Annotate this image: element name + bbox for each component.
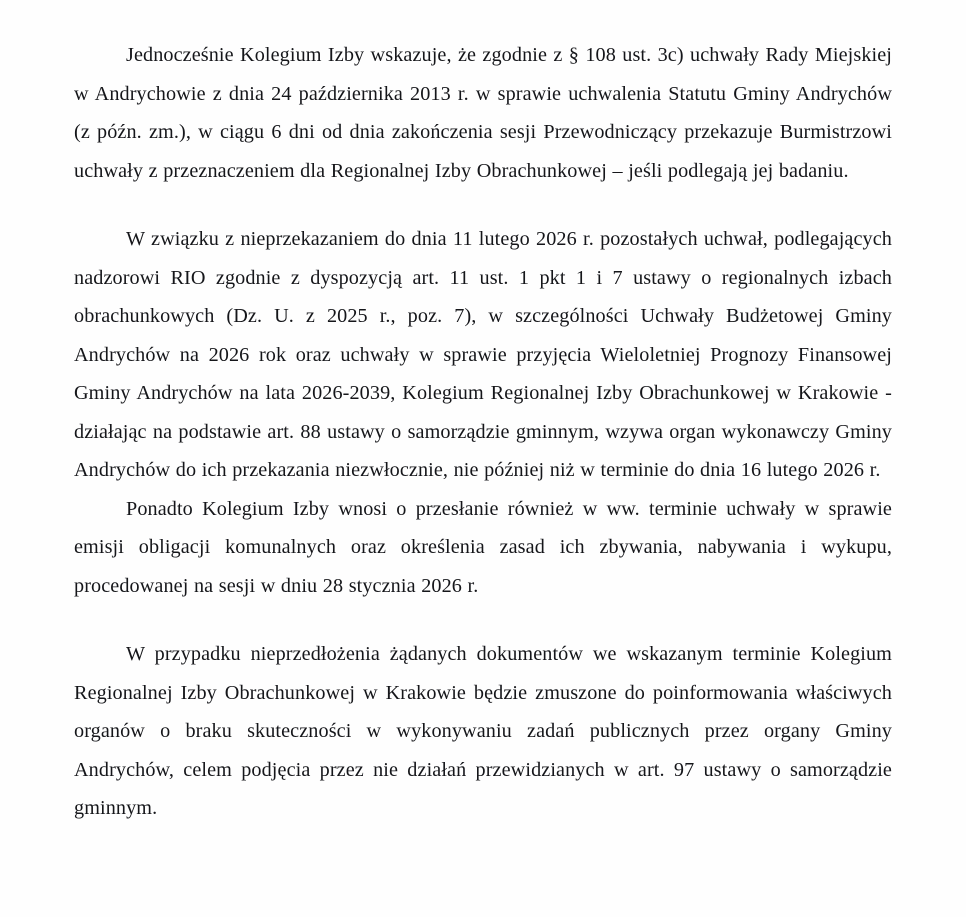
document-body (74, 36, 892, 828)
paragraph-4: W przypadku nieprzedłożenia żądanych dokumentów we wskazanym terminie Kolegium Regionalnej Izby Obrachunkowej w Krakowie będzie zmuszone do poinformowania właściwych organów o braku skuteczności w wykonywaniu zadań publicznych przez organy Gminy Andrychów, celem podjęcia przez nie działań przewidzianych w art. 97 ustawy o samorządzie gminnym. (74, 643, 892, 819)
paragraph-1: Jednocześnie Kolegium Izby wskazuje, że zgodnie z § 108 ust. 3c) uchwały Rady Miejskiej w Andrychowie z dnia 24 października 2013 r. w sprawie uchwalenia Statutu Gminy Andrychów (z późn. zm.), w ciągu 6 dni od dnia zakończenia sesji Przewodniczący przekazuje Burmistrzowi uchwały z przeznaczeniem dla Regionalnej Izby Obrachunkowej – jeśli podlegają jej badaniu. (74, 44, 892, 182)
paragraph-2: W związku z nieprzekazaniem do dnia 11 lutego 2026 r. pozostałych uchwał, podlegających nadzorowi RIO zgodnie z dyspozycją art. 11 ust. 1 pkt 1 i 7 ustawy o regionalnych izbach obrachunkowych (Dz. U. z 2025 r., poz. 7), w szczególności Uchwały Budżetowej Gminy Andrychów na 2026 rok oraz uchwały w sprawie przyjęcia Wieloletniej Prognozy Finansowej Gminy Andrychów na lata 2026-2039, Kolegium Regionalnej Izby Obrachunkowej w Krakowie - działając na podstawie art. 88 ustawy o samorządzie gminnym, wzywa organ wykonawczy Gminy Andrychów do ich przekazania niezwłocznie, nie później niż w terminie do dnia 16 lutego 2026 r. (74, 228, 892, 481)
paragraph-spacer (74, 605, 892, 635)
paragraph-3: Ponadto Kolegium Izby wnosi o przesłanie również w ww. terminie uchwały w sprawie emisji obligacji komunalnych oraz określenia zasad ich zbywania, nabywania i wykupu, procedowanej na sesji w dniu 28 stycznia 2026 r. (74, 497, 892, 597)
paragraph-spacer (74, 190, 892, 220)
